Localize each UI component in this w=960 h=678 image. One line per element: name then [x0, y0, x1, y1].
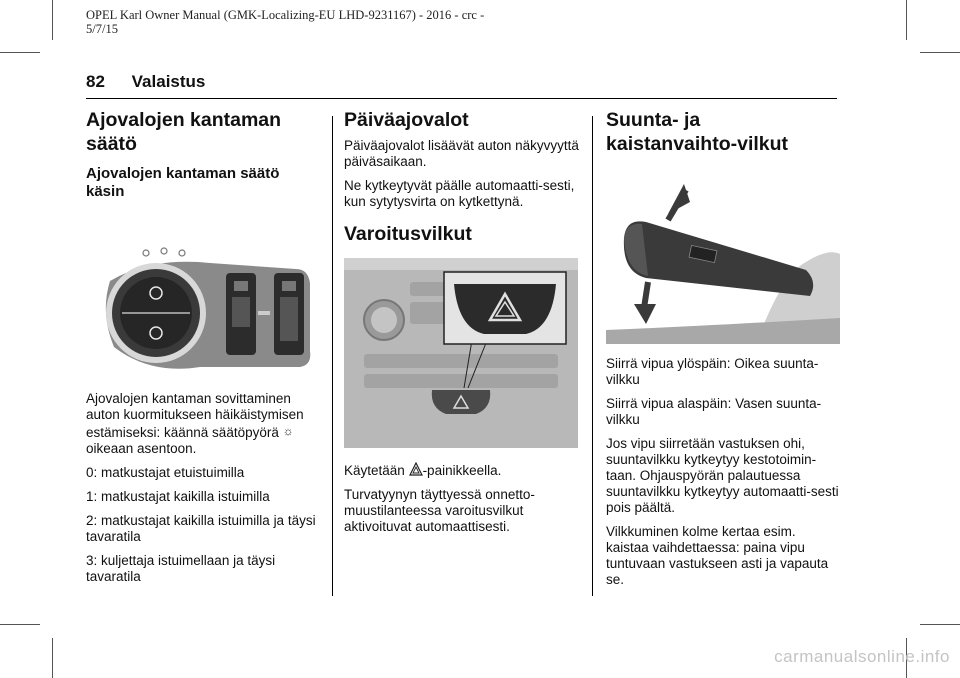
- range-instructions-text: Ajovalojen kantaman sovittaminen auton kuormitukseen häikäistymisen estämiseksi: käännä säätöpyörä: [86, 391, 304, 440]
- header-rule: [86, 98, 837, 99]
- crop-mark: [52, 0, 53, 40]
- crop-mark: [0, 624, 40, 625]
- hazard-usage-text-a: Käytetään: [344, 463, 405, 478]
- crop-mark: [52, 638, 53, 678]
- lane-change-text: Vilkkuminen kolme kertaa esim. kaistaa vaihdettaessa: paina vipu tuntuvaan vastukseen asti ja vapauta se.: [606, 524, 829, 587]
- crop-mark: [920, 624, 960, 625]
- daytime-lights-text-2: Ne kytkeytyvät päälle automaatti-sesti, kun sytytysvirta on kytkettynä.: [344, 178, 575, 209]
- range-position-3: 3: kuljettaja istuimellaan ja täysi tavaratila: [86, 553, 276, 584]
- hazard-button-figure: [344, 258, 584, 448]
- crop-mark: [0, 52, 40, 53]
- thumbwheel-symbol-icon: ☼: [282, 424, 294, 438]
- column-1: [86, 108, 326, 593]
- headlight-switch-figure: [90, 243, 326, 377]
- column-divider: [332, 116, 333, 596]
- column-2: [344, 108, 584, 543]
- range-position-0: 0: matkustajat etuistuimilla: [86, 465, 245, 480]
- daytime-lights-text-1: Päiväajovalot lisäävät auton näkyvyyttä päiväsaikaan.: [344, 138, 579, 169]
- section-title-hazard-lights: Varoitusvilkut: [344, 223, 472, 245]
- subsection-title-manual-range: Ajovalojen kantaman säätö käsin: [86, 165, 280, 200]
- turn-signal-left-text: Siirrä vipua alaspäin: Vasen suunta-vilkku: [606, 396, 822, 427]
- document-meta: OPEL Karl Owner Manual (GMK-Localizing-EU LHD-9231167) - 2016 - crc - 5/7/15: [86, 8, 485, 36]
- turn-signal-lever-figure: [606, 178, 840, 344]
- range-position-1: 1: matkustajat kaikilla istuimilla: [86, 489, 270, 504]
- range-instructions: [86, 391, 326, 457]
- range-instructions-end: oikeaan asentoon.: [86, 441, 197, 456]
- watermark: carmanualsonline.info: [774, 647, 950, 666]
- crop-mark: [920, 52, 960, 53]
- hazard-usage-text-b: -painikkeella.: [422, 463, 502, 478]
- turn-signal-permanent-text: Jos vipu siirretään vastuksen ohi, suuntavilkku kytkeytyy kestotoimin-taan. Ohjauspyörän palautuessa suuntavilkku kytkeytyy automaatti-sesti pois päältä.: [606, 436, 839, 515]
- section-title-daytime-lights: Päiväajovalot: [344, 109, 469, 131]
- page-header: [86, 72, 205, 92]
- turn-signal-right-text: Siirrä vipua ylöspäin: Oikea suunta-vilkku: [606, 356, 819, 387]
- range-position-2: 2: matkustajat kaikilla istuimilla ja täysi tavaratila: [86, 513, 316, 544]
- column-divider: [592, 116, 593, 596]
- crop-mark: [906, 0, 907, 40]
- hazard-triangle-icon: [409, 462, 423, 476]
- column-3: [606, 108, 840, 596]
- page-section: Valaistus: [131, 72, 206, 91]
- hazard-airbag-text: Turvatyynyn täyttyessä onnetto-muustilanteessa varoitusvilkut aktivoituvat automaattisesti.: [344, 487, 535, 534]
- section-title-headlight-range: Ajovalojen kantaman säätö: [86, 109, 282, 155]
- section-title-turn-signals: Suunta- ja kaistanvaihto-vilkut: [606, 109, 789, 155]
- hazard-usage-text: [344, 462, 584, 479]
- page-number: 82: [86, 72, 105, 91]
